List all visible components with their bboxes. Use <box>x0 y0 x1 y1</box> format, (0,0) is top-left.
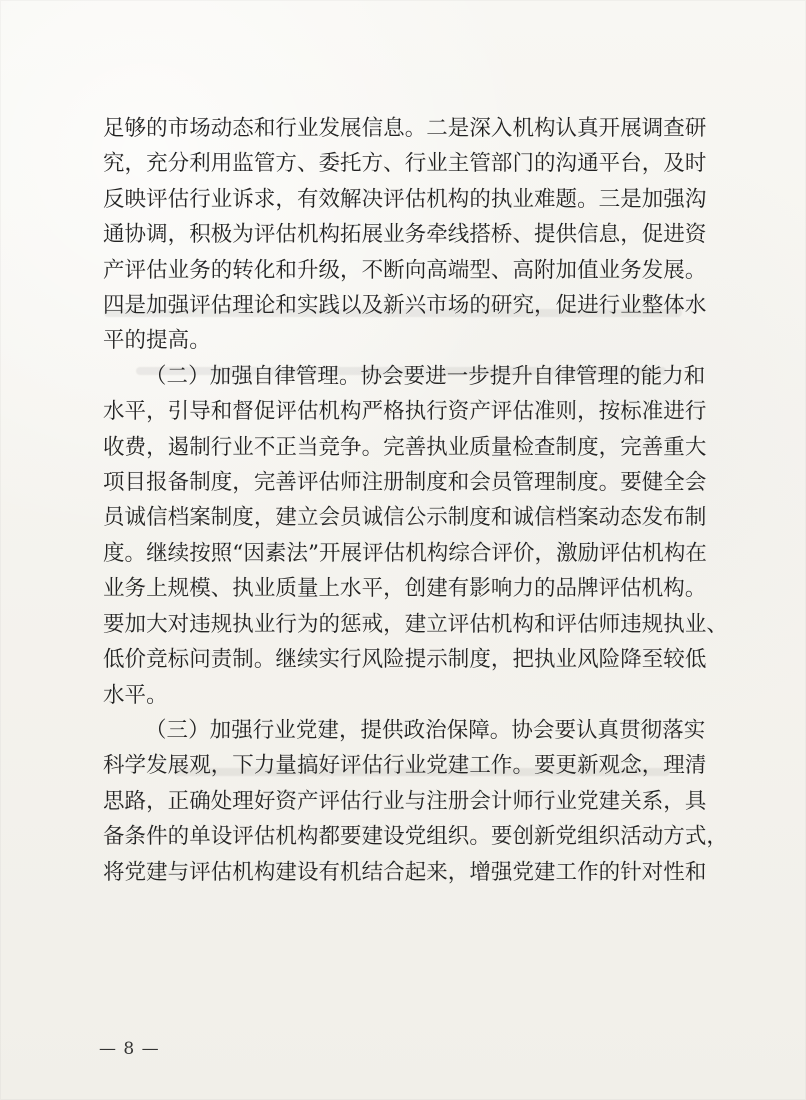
page-number: — 8 — <box>99 1039 160 1059</box>
paragraph-1: 足够的市场动态和行业发展信息。二是深入机构认真开展调查研 究，充分利用监管方、委托方、行业主管部门的沟通平台，及时 反映评估行业诉求，有效解决评估机构的执业难题。三是加强沟 通协调，积极为评估机构拓展业务牵线搭桥、提供信息，促进资 产评估业务的转化和升级，不断向高端型、高附加值业务发展。 四是加强评估理论和实践以及新兴市场的研究，促进行业整体水 平的提高。 <box>103 116 707 354</box>
paragraph-3: （三）加强行业党建，提供政治保障。协会要认真贯彻落实 科学发展观，下力量搞好评估行业党建工作。要更新观念，理清 思路，正确处理好资产评估行业与注册会计师行业党建关系，具 备条件的单设评估机构都要建设党组织。要创新党组织活动方式， 将党建与评估机构建设有机结合起来，增强党建工作的针对性和 <box>103 717 728 885</box>
paragraph-2: （二）加强自律管理。协会要进一步提升自律管理的能力和 水平，引导和督促评估机构严格执行资产评估准则，按标准进行 收费，遏制行业不正当竞争。完善执业质量检查制度，完善重大 项目报备制度，完善评估师注册制度和会员管理制度。要健全会 员诚信档案制度，建立会员诚信公示制度和诚信档案动态发布制 度。继续按照“因素法”开展评估机构综合评价，激励评估机构在 业务上规模、执业质量上水平，创建有影响力的品牌评估机构。 要加大对违规执业行为的惩戒，建立评估机构和评估师违规执业、 低价竞标问责制。继续实行风险提示制度，把执业风险降至较低 水平。 <box>103 363 728 708</box>
document-body <box>103 111 743 890</box>
